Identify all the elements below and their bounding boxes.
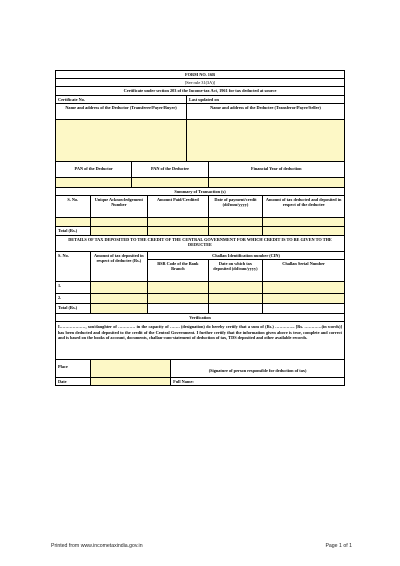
summary-total-row: [55, 226, 345, 235]
deductee-name-label: Name and address of the Deductee (Transferor/Payee/Seller): [210, 105, 321, 110]
deposit-row-2-amount[interactable]: [91, 294, 149, 303]
certificate-row: [55, 95, 345, 103]
form-16b: [55, 70, 345, 386]
names-fill-row: [55, 119, 345, 161]
summary-sno-field[interactable]: [56, 218, 91, 226]
date-row: [55, 377, 345, 386]
deductor-name-field[interactable]: [56, 120, 187, 161]
deposit-row-1: [55, 281, 345, 293]
names-header-row: [55, 103, 345, 119]
deposit-row-1-serial[interactable]: [263, 282, 344, 293]
deposit-total-row: [55, 303, 345, 313]
bsr-label: BSR Code of the Bank Branch: [148, 260, 209, 281]
fy-field[interactable]: [209, 178, 344, 187]
summary-total-amount[interactable]: [148, 227, 208, 235]
deposit-row-1-sno: 1.: [56, 282, 91, 293]
deposit-row-2-bsr[interactable]: [148, 294, 208, 303]
deposit-row-2: [55, 293, 345, 303]
verification-title: Verification: [189, 315, 211, 320]
pan-fill-row: [55, 177, 345, 187]
summary-total-ack[interactable]: [91, 227, 149, 235]
summary-header-tax: Amount of tax deducted and deposited in respect of the deductee: [265, 197, 342, 207]
summary-total-date[interactable]: [209, 227, 264, 235]
date-deposit-label: Date on which tax deposited (dd/mm/yyyy): [209, 260, 264, 281]
deposit-row-2-date[interactable]: [209, 294, 264, 303]
deposit-row-1-amount[interactable]: [91, 282, 149, 293]
place-row: [55, 359, 345, 377]
deposit-total-label: Total (Rs.): [56, 304, 91, 313]
deductor-name-label: Name and address of the Deductor (Transferee/Payer/Buyer): [56, 104, 187, 119]
summary-header-amount: Amount Paid/Credited: [148, 196, 208, 217]
verification-text-row: [55, 321, 345, 359]
last-updated-label: Last updated on: [189, 97, 219, 102]
verification-title-row: [55, 313, 345, 321]
summary-header-ack: Unique Acknowledgement Number: [91, 196, 149, 217]
deposit-header-block: [55, 251, 345, 281]
summary-tax-field[interactable]: [263, 218, 344, 226]
summary-data-row: [55, 217, 345, 226]
rule-row: [55, 78, 345, 86]
summary-header-sno: S. No.: [56, 196, 91, 217]
place-field[interactable]: [91, 360, 172, 377]
deposit-row-1-date[interactable]: [209, 282, 264, 293]
footer-page-number: Page 1 of 1: [325, 543, 352, 549]
verification-text: I………………, son/daughter of ………… in the capacity of ……. (designation) do hereby certify that a sum of (Rs.) ………….. [Rs. …………(in words)] has been deducted and deposited to the credit of the Central Government. I further certify that the information given above is true, complete and correct and is based on the books of account, documents, challan-cum-statement of deduction of tax, TDS deposited and other available records.: [58, 324, 342, 341]
deposit-total-date: [209, 304, 264, 313]
cin-label: Challan Identification number (CIN): [148, 252, 344, 260]
date-label: Date: [56, 378, 91, 385]
summary-amount-field[interactable]: [148, 218, 208, 226]
deposit-row-1-bsr[interactable]: [148, 282, 208, 293]
deposit-title-row: [55, 235, 345, 251]
deposit-title: DETAILS OF TAX DEPOSITED TO THE CREDIT OF THE CENTRAL GOVERNMENT FOR WHICH CREDIT IS TO BE GIVEN TO THE DEDUCTEE: [68, 237, 332, 247]
summary-title: Summary of Transaction (s): [174, 189, 226, 194]
summary-ack-field[interactable]: [91, 218, 149, 226]
form-rule: [See rule 31(3A)]: [184, 80, 216, 85]
title-row: [55, 70, 345, 78]
place-label: Place: [56, 360, 91, 377]
pan-deductor-field[interactable]: [56, 178, 132, 187]
summary-total-tax[interactable]: [263, 227, 344, 235]
summary-header-row: [55, 195, 345, 217]
pan-deductee-label: PAN of the Deductee: [132, 162, 208, 177]
date-field[interactable]: [91, 378, 172, 385]
full-name-label: Full Name:: [173, 379, 194, 384]
pan-deductor-label: PAN of the Deductor: [56, 162, 132, 177]
pan-header-row: [55, 161, 345, 177]
summary-title-row: [55, 187, 345, 195]
pan-deductee-field[interactable]: [132, 178, 208, 187]
deposit-total-bsr: [148, 304, 208, 313]
summary-header-date: Date of payment/credit (dd/mm/yyyy): [209, 196, 264, 217]
deductee-name-field[interactable]: [187, 120, 344, 161]
deposit-row-2-serial[interactable]: [263, 294, 344, 303]
summary-date-field[interactable]: [209, 218, 264, 226]
subtitle-row: [55, 86, 345, 95]
form-title: FORM NO. 16B: [185, 72, 215, 77]
fy-label: Financial Year of deduction: [251, 166, 302, 171]
cin-subheaders: [148, 260, 344, 281]
signature-label: (Signature of person responsible for deduction of tax): [208, 368, 307, 373]
summary-total-label: Total (Rs.): [56, 227, 91, 235]
certificate-no-label: Certificate No.: [56, 96, 187, 103]
deposit-row-2-sno: 2.: [56, 294, 91, 303]
challan-serial-label: Challan Serial Number: [282, 261, 325, 266]
deposit-sno-label: S. No.: [56, 252, 91, 281]
cin-group: [148, 252, 344, 281]
deposit-total-serial: [263, 304, 344, 313]
form-subtitle: Certificate under section 203 of the Income-tax Act, 1961 for tax deducted at source: [123, 88, 277, 93]
footer-printed-from: Printed from www.incometaxindia.gov.in: [51, 543, 143, 549]
deposit-total-amount[interactable]: [91, 304, 149, 313]
deposit-amount-label: Amount of tax deposited in respect of deductee (Rs.): [91, 252, 149, 281]
